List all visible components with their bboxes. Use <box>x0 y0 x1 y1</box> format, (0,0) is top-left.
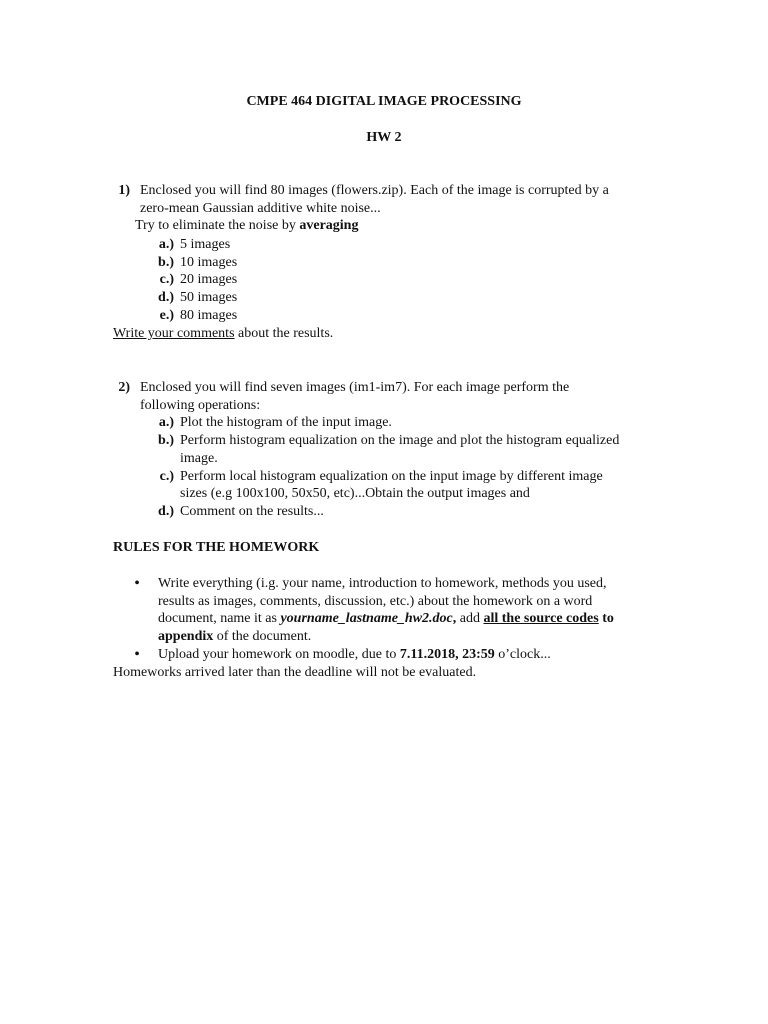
question-2-number: 2) <box>118 380 130 395</box>
question-1-instruction <box>135 217 358 235</box>
source-codes-text: all the source codes <box>483 611 599 626</box>
filename-text: yourname_lastname_hw2.doc <box>280 611 453 626</box>
to-text: to <box>598 611 614 626</box>
q1-item-c-text: 20 images <box>180 272 238 287</box>
q1-item-c-marker: c.) <box>159 272 174 287</box>
rules-bullet-1-line-2: results as images, comments, discussion, etc.) about the homework on a word <box>158 594 593 609</box>
q2-item-b-marker: b.) <box>158 433 174 448</box>
question-1-instruction-text: Try to eliminate the noise by <box>135 218 300 233</box>
filename-comma: , <box>452 611 457 626</box>
question-1-comment <box>113 325 333 343</box>
document-subtitle: HW 2 <box>366 130 402 145</box>
appendix-text: appendix <box>158 629 214 644</box>
question-2-line-2: following operations: <box>140 398 261 413</box>
question-1-line-1: Enclosed you will find 80 images (flowers.zip). Each of the image is corrupted by a <box>140 183 609 198</box>
q1-item-a-text: 5 images <box>180 237 231 252</box>
question-2-line-1: Enclosed you will find seven images (im1-im7). For each image perform the <box>140 380 570 395</box>
q2-item-c-text-line-1: Perform local histogram equalization on the input image by different image <box>180 469 603 484</box>
rules-bullet-1-end: of the document. <box>213 629 312 644</box>
rules-footer: Homeworks arrived later than the deadline will not be evaluated. <box>113 665 477 680</box>
q2-item-d-marker: d.) <box>158 504 174 519</box>
q1-item-b-text: 10 images <box>180 255 238 270</box>
rules-bullet-2-end: o’clock... <box>494 647 551 662</box>
due-date: 7.11.2018, 23:59 <box>399 647 495 662</box>
rules-bullet-1-line-3 <box>158 610 614 628</box>
rules-bullet-2 <box>158 646 551 664</box>
bullet-icon: • <box>134 646 140 663</box>
q1-item-a-marker: a.) <box>158 237 174 252</box>
q1-item-d-text: 50 images <box>180 290 238 305</box>
q2-item-b-text-line-1: Perform histogram equalization on the image and plot the histogram equalized <box>180 433 620 448</box>
rules-bullet-1-text: document, name it as <box>158 611 281 626</box>
q2-item-c-text-line-2: sizes (e.g 100x100, 50x50, etc)...Obtain the output images and <box>180 486 530 501</box>
q2-item-a-text: Plot the histogram of the input image. <box>180 415 392 430</box>
question-1-comment-underlined: Write your comments <box>113 326 235 341</box>
q2-item-d-text: Comment on the results... <box>180 504 324 519</box>
q2-item-a-marker: a.) <box>158 415 174 430</box>
rules-bullet-2-text: Upload your homework on moodle, due to <box>158 647 400 662</box>
bullet-icon: • <box>134 575 140 592</box>
q1-item-b-marker: b.) <box>158 255 174 270</box>
rules-heading: RULES FOR THE HOMEWORK <box>113 540 320 555</box>
question-1-instruction-bold: averaging <box>299 218 359 233</box>
document-title: CMPE 464 DIGITAL IMAGE PROCESSING <box>246 94 522 109</box>
question-1-line-2: zero-mean Gaussian additive white noise... <box>140 201 381 216</box>
question-1-number: 1) <box>118 183 130 198</box>
rules-bullet-1-line-4 <box>158 628 311 646</box>
question-1-comment-rest: about the results. <box>234 326 334 341</box>
q1-item-e-marker: e.) <box>159 308 174 323</box>
q1-item-d-marker: d.) <box>158 290 174 305</box>
q2-item-c-marker: c.) <box>159 469 174 484</box>
q1-item-e-text: 80 images <box>180 308 238 323</box>
rules-bullet-1-add: add <box>456 611 484 626</box>
q2-item-b-text-line-2: image. <box>180 451 218 466</box>
rules-bullet-1-line-1: Write everything (i.g. your name, introduction to homework, methods you used, <box>158 576 607 591</box>
